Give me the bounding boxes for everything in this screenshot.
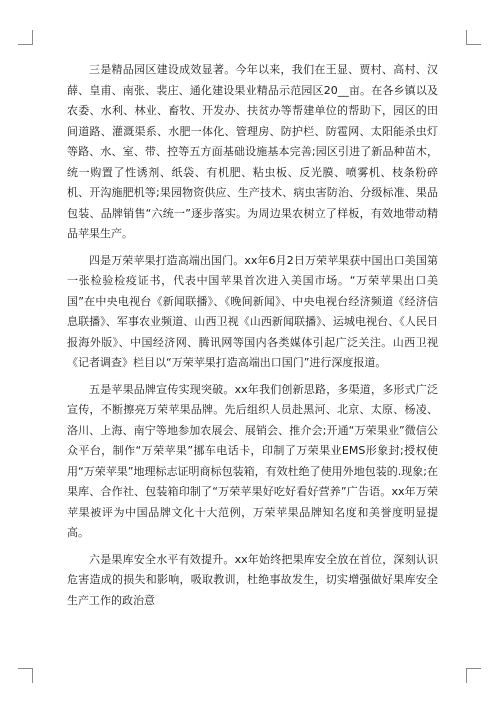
crop-mark-bottom-left (18, 668, 33, 683)
paragraph-export-usa: 四是万荣苹果打造高端出国门。xx年6月2日万荣苹果获中国出口美国第一张检验检疫证书，代表中国苹果首次进入美国市场。“万荣苹果出口美国”在中央电视台《新闻联播》、《晚间新闻》、中央电视台经济频道《经济信息联播》、军事农业频道、山西卫视《山西新闻联播》、运城电视台、《人民日报海外版》、中国经济网、腾讯网等国内各类媒体引起广泛关注。山西卫视《记者调查》栏目以“万荣苹果打造高端出口国门”进行深度报道。 (67, 253, 438, 369)
paragraph-brand-promotion: 五是苹果品牌宣传实现突破。xx年我们创新思路，多渠道，多形式广泛宣传，不断擦亮万荣苹果品牌。先后组织人员赴黑河、北京、太原、杨凌、洛川、上海、南宁等地参加农展会、展销会、推介会;开通“万荣果业”微信公众平台，制作“万荣苹果”挪车电话卡，印制了万荣果业EMS形象封;授权使用“万荣苹果”地理标志证明商标包装箱，有效杜绝了使用外地包装的.现象;在果库、合作社、包装箱印制了“万荣苹果好吃好看好营养”广告语。xx年万荣苹果被评为中国品牌文化十大范例，万荣苹果品牌知名度和美誉度明显提高。 (67, 382, 438, 539)
crop-mark-bottom-right (466, 668, 481, 683)
document-body (67, 60, 438, 672)
crop-mark-top-left (18, 30, 33, 45)
paragraph-storage-safety: 六是果库安全水平有效提升。xx年始终把果库安全放在首位，深刻认识危害造成的损失和影响，吸取教训，杜绝事故发生，切实增强做好果库安全生产工作的政治意 (67, 552, 438, 607)
paragraph-park-construction: 三是精品园区建设成效显著。今年以来，我们在王显、贾村、高村、汉薛、皇甫、南张、裴庄、通化建设果业精品示范园区20__亩。在各乡镇以及农委、水利、林业、畜牧、开发办、扶贫办等帮建单位的帮助下，园区的田间道路、灌溉渠系、水肥一体化、管理房、防护栏、防雹网、太阳能杀虫灯等路、水、室、带、控等五方面基础设施基本完善;园区引进了新品种苗木，统一购置了性诱剂、纸袋、有机肥、粘虫板、反光膜、喷雾机、枝条粉碎机、开沟施肥机等;果园物资供应、生产技术、病虫害防治、分级标准、果品包装、品牌销售“六统一”逐步落实。为周边果农树立了样板，有效地带动精品苹果生产。 (67, 63, 438, 240)
crop-mark-top-right (466, 30, 481, 45)
